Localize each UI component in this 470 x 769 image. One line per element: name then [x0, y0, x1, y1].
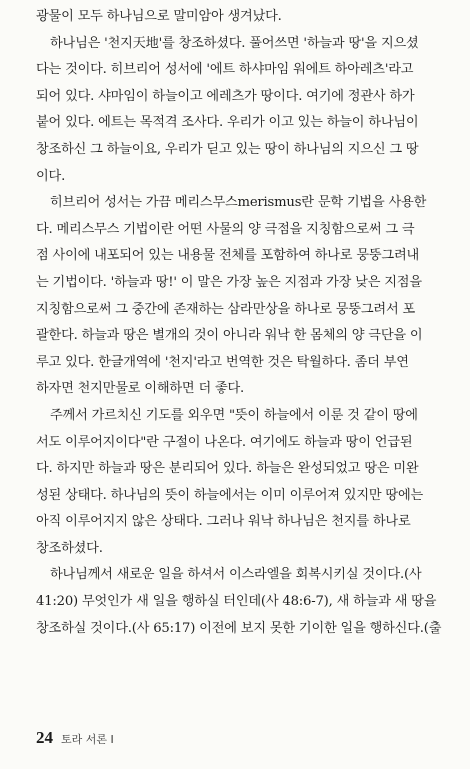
text-line: 붙어 있다. 에트는 목적격 조사다. 우리가 이고 있는 하늘이 하나님이 — [36, 115, 419, 131]
page-number: 24 — [36, 728, 53, 747]
text-line: 창조하셨다. — [36, 540, 103, 556]
text-line: 창조하실 것이다.(사 65:17) 이전에 보지 못한 기이한 일을 행하신다.(출 — [36, 620, 442, 636]
text-line: 되어 있다. 샤마임이 하늘이고 에레츠가 땅이다. 여기에 정관사 하가 — [36, 88, 415, 104]
text-line: 하나님은 '천지天地'를 창조하셨다. 풀어쓰면 '하늘과 땅'을 지으셨 — [50, 35, 419, 51]
body-text — [36, 4, 450, 642]
text-line: 지칭함으로써 그 중간에 존재하는 삼라만상을 하나로 뭉뚱그려서 포 — [36, 301, 416, 317]
text-line: 창조하신 그 하늘이요, 우리가 딛고 있는 땅이 하나님의 지으신 그 땅 — [36, 141, 419, 157]
text-line: 서도 이루어지이다"란 구절이 나온다. 여기에도 하늘과 땅이 언급된 — [36, 434, 413, 450]
text-line: 는 기법이다. '하늘과 땅!' 이 말은 가장 높은 지점과 가장 낮은 지점을 — [36, 274, 422, 290]
text-line: 41:20) 무엇인가 새 일을 행하실 터인데(사 48:6-7), 새 하늘과 새 땅을 — [36, 594, 437, 610]
text-line: 주께서 가르치신 기도를 외우면 "뜻이 하늘에서 이룬 것 같이 땅에 — [50, 407, 418, 423]
text-line: 다. 메리스무스 기법이란 어떤 사물의 양 극점을 지칭함으로써 그 극 — [36, 221, 415, 237]
text-line: 다는 것이다. 히브리어 성서에 '에트 하샤마임 워에트 하아레츠'라고 — [36, 62, 414, 78]
text-line: 하나님께서 새로운 일을 하셔서 이스라엘을 회복시키실 것이다.(사 — [50, 567, 422, 583]
text-line: 광물이 모두 하나님으로 말미암아 생겨났다. — [36, 9, 282, 24]
text-line: 루고 있다. 한글개역에 '천지'라고 번역한 것은 탁월하다. 좀더 부연 — [36, 354, 409, 370]
text-line: 괄한다. 하늘과 땅은 별개의 것이 아니라 워낙 한 몸체의 양 극단을 이 — [36, 328, 423, 344]
running-title: 토라 서론 I — [61, 733, 114, 746]
text-line: 다. 하지만 하늘과 땅은 분리되어 있다. 하늘은 완성되었고 땅은 미완 — [36, 461, 419, 477]
text-line: 점 사이에 내포되어 있는 내용물 전체를 포함하여 하나로 뭉뚱그려내 — [36, 248, 420, 264]
text-line: 이다. — [36, 168, 66, 184]
text-line: 하자면 천지만물로 이해하면 더 좋다. — [36, 381, 245, 397]
text-line: 히브리어 성서는 가끔 메리스무스merismus란 문학 기법을 사용한 — [50, 195, 427, 211]
text-line: 아직 이루어지지 않은 상태다. 그러나 워낙 하나님은 천지를 하나로 — [36, 514, 411, 530]
page-footer — [36, 728, 114, 754]
text-line: 성된 상태다. 하나님의 뜻이 하늘에서는 이미 이루어져 있지만 땅에는 — [36, 487, 424, 503]
